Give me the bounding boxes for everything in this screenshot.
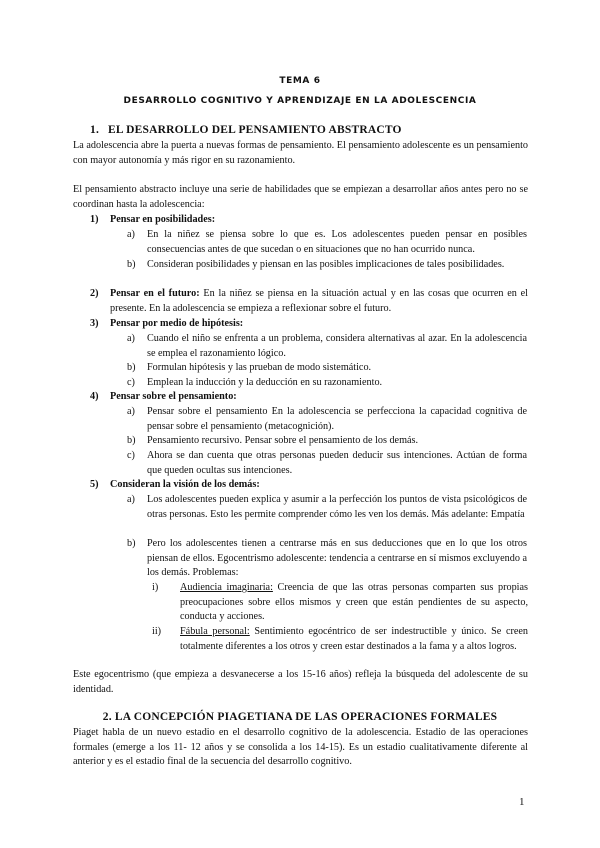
item-number: 3) <box>90 318 99 329</box>
roman-text <box>180 581 528 625</box>
sub-text: Pero los adolescentes tienen a centrarse más en sus deducciones que en lo que los otros piensan de ellos. Egocentrismo adolescente: tendencia a centrarse en sí mismos excluyendo a los demás. Problemas: <box>147 538 527 579</box>
item-heading: Pensar sobre el pensamiento: <box>110 391 237 402</box>
sub-text: Cuando el niño se enfrenta a un problema, considera alternativas al azar. En la adolescencia se emplea el razonamiento lógico. <box>147 333 527 359</box>
sub-text: En la niñez se piensa sobre lo que es. Los adolescentes pueden pensar en posibles consecuencias antes de que sucedan o en situaciones que no han ocurrido nunca. <box>147 229 527 255</box>
section2-body: Piaget habla de un nuevo estadio en el desarrollo cognitivo de la adolescencia. Estadio de las operaciones formales (emerge a los 11- 12 años y se consolida a los 14-15). Es un estadio cualitativamente diferente al anterior y es el estadio final de la secuencia del desarrollo cognitivo. <box>73 727 528 768</box>
item-heading: Consideran la visión de los demás: <box>110 479 260 490</box>
sub-text: Ahora se dan cuenta que otras personas pueden deducir sus intenciones. Actúan de forma que queden ocultas sus intenciones. <box>147 450 527 476</box>
sub-text: Pensamiento recursivo. Pensar sobre el pensamiento de los demás. <box>147 435 419 446</box>
sub-marker: a) <box>127 333 135 344</box>
item-heading: Pensar en posibilidades: <box>110 214 216 225</box>
sub-marker: a) <box>127 229 135 240</box>
item-heading: Pensar en el futuro: <box>110 288 200 299</box>
item-number: 1) <box>90 214 99 225</box>
sub-text: Consideran posibilidades y piensan en las posibles implicaciones de tales posibilidades. <box>147 259 505 270</box>
sub-marker: b) <box>127 538 136 549</box>
sub-marker: b) <box>127 435 136 446</box>
page-number: 1 <box>519 796 525 808</box>
roman-text <box>180 625 528 654</box>
roman-marker: ii) <box>152 626 162 637</box>
section1-number: 1. <box>90 124 100 136</box>
section1-title: EL DESARROLLO DEL PENSAMIENTO ABSTRACTO <box>108 124 402 136</box>
section1-closing: Este egocentrismo (que empieza a desvanecerse a los 15-16 años) refleja la búsqueda del adolescente de su identidad. <box>73 669 528 695</box>
tema-heading: TEMA 6 <box>279 76 321 86</box>
sub-text: Los adolescentes pueden explica y asumir a la perfección los puntos de vista psicológicos de otras personas. Esto les permite comprender cómo les ven los demás. Más adelante: Empatía <box>147 494 527 520</box>
sub-text: Emplean la inducción y la deducción en su razonamiento. <box>147 377 383 388</box>
sub-text: Pensar sobre el pensamiento En la adolescencia se perfecciona la capacidad cognitiva de pensar sobre el pensamiento (metacognición). <box>147 406 527 432</box>
definition: Creencia de que las otras personas comparten sus propias preocupaciones sobre ellos mismos y creen que están pendientes de su aspecto, conducta y acciones. <box>180 582 528 623</box>
section1-intro: La adolescencia abre la puerta a nuevas formas de pensamiento. El pensamiento adolescente es un pensamiento con mayor autonomía y más rigor en su razonamiento. <box>73 140 528 166</box>
document-subtitle: DESARROLLO COGNITIVO Y APRENDIZAJE EN LA ADOLESCENCIA <box>123 96 477 106</box>
sub-marker: a) <box>127 494 135 505</box>
sub-marker: a) <box>127 406 135 417</box>
item-number: 4) <box>90 391 99 402</box>
section2-title: 2. LA CONCEPCIÓN PIAGETIANA DE LAS OPERACIONES FORMALES <box>102 711 498 723</box>
item-rest: En la niñez se piensa en la situación actual y en las cosas que ocurren en el presente. En la adolescencia se empieza a reflexionar sobre el futuro. <box>110 288 528 314</box>
sub-marker: b) <box>127 259 136 270</box>
item-number: 5) <box>90 479 99 490</box>
sub-marker: b) <box>127 362 136 373</box>
section1-intro2: El pensamiento abstracto incluye una serie de habilidades que se empiezan a desarrollar años antes pero no se coordinan hasta la adolescencia: <box>73 184 528 210</box>
sub-marker: c) <box>127 377 135 388</box>
roman-marker: i) <box>152 582 159 593</box>
item-number: 2) <box>90 288 99 299</box>
sub-text: Formulan hipótesis y las prueban de modo sistemático. <box>147 362 372 373</box>
sub-marker: c) <box>127 450 135 461</box>
item-body <box>110 287 528 316</box>
item-heading: Pensar por medio de hipótesis: <box>110 318 244 329</box>
definition: Sentimiento egocéntrico de ser indestructible y único. Se creen totalmente diferentes a los otros y creen estar destinados a la fama y a altos logros. <box>180 626 528 652</box>
term: Fábula personal: <box>180 626 250 637</box>
term: Audiencia imaginaria: <box>180 582 273 593</box>
